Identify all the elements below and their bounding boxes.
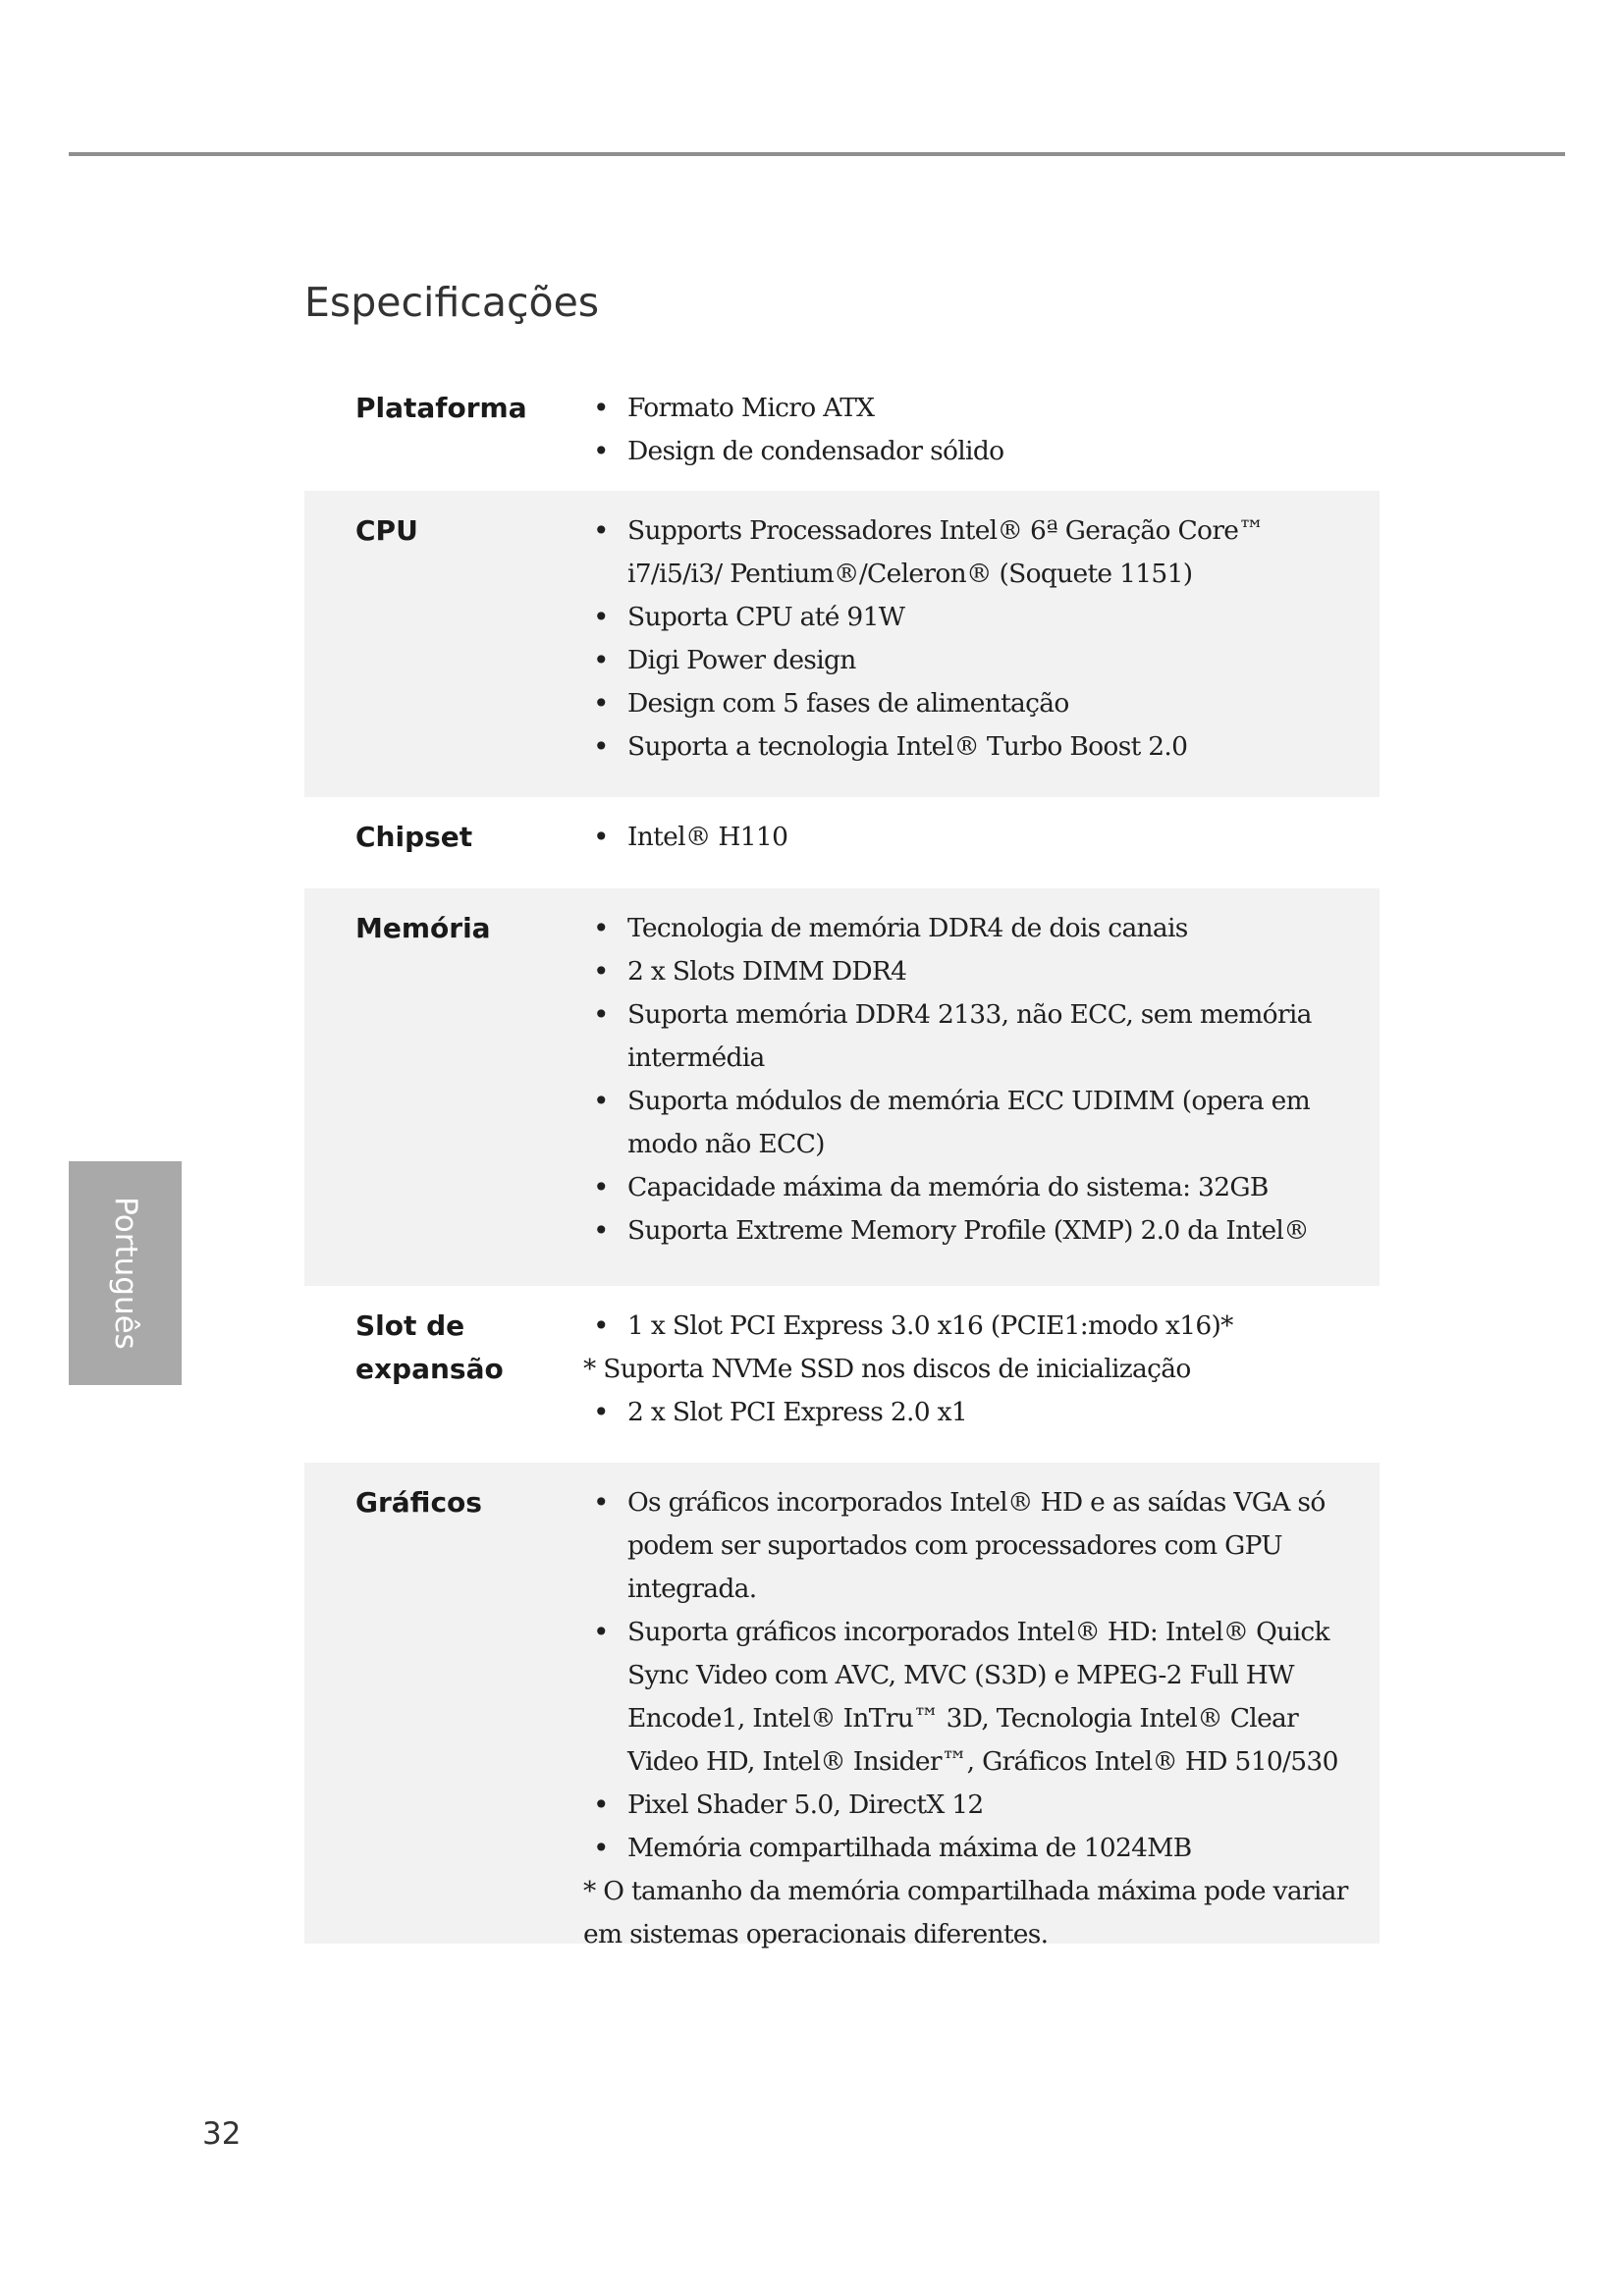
language-tab bbox=[69, 1161, 182, 1385]
spec-item: • Design com 5 fases de alimentação bbox=[583, 682, 1352, 725]
spec-list bbox=[583, 387, 1352, 473]
spec-item: • Suporta gráficos incorporados Intel® HD: Intel® Quick Sync Video com AVC, MVC (S3D) e MPEG-2 Full HW Encode1, Intel® InTru™ 3D, Tecnologia Intel® Clear Video HD, Intel® Insider™, Gráficos Intel® HD 510/530 bbox=[583, 1611, 1352, 1784]
spec-item: • Formato Micro ATX bbox=[583, 387, 1352, 430]
spec-list bbox=[583, 1391, 1352, 1434]
spec-note: * O tamanho da memória compartilhada máxima pode variar em sistemas operacionais diferentes. bbox=[583, 1876, 1348, 1949]
spec-label: Plataforma bbox=[355, 392, 527, 424]
spec-item: • Capacidade máxima da memória do sistema: 32GB bbox=[583, 1166, 1352, 1209]
spec-item: • Digi Power design bbox=[583, 639, 1352, 682]
spec-list bbox=[583, 907, 1352, 1253]
spec-table bbox=[304, 368, 1380, 1949]
spec-item: • Tecnologia de memória DDR4 de dois canais bbox=[583, 907, 1352, 950]
spec-label: CPU bbox=[355, 514, 418, 547]
page-title: Especificações bbox=[304, 279, 600, 326]
spec-item: • 2 x Slot PCI Express 2.0 x1 bbox=[583, 1391, 1352, 1434]
spec-row-slot-de-expansao bbox=[304, 1286, 1380, 1463]
spec-item: • Supports Processadores Intel® 6ª Geração Core™ i7/i5/i3/ Pentium®/Celeron® (Soquete 1151) bbox=[583, 509, 1352, 596]
spec-item: • Suporta CPU até 91W bbox=[583, 596, 1352, 639]
spec-item: • Os gráficos incorporados Intel® HD e as saídas VGA só podem ser suportados com processadores com GPU integrada. bbox=[583, 1481, 1352, 1611]
spec-item: • Design de condensador sólido bbox=[583, 430, 1352, 473]
spec-label: Memória bbox=[355, 912, 491, 944]
spec-item: • Suporta módulos de memória ECC UDIMM (opera em modo não ECC) bbox=[583, 1080, 1352, 1166]
spec-label: Gráficos bbox=[355, 1486, 482, 1519]
spec-item: • Pixel Shader 5.0, DirectX 12 bbox=[583, 1784, 1352, 1827]
spec-list bbox=[583, 1481, 1352, 1870]
spec-label: Chipset bbox=[355, 821, 473, 853]
top-divider bbox=[69, 152, 1565, 156]
spec-label-line: expansão bbox=[355, 1353, 504, 1385]
spec-label bbox=[304, 1305, 583, 1463]
spec-item: • Intel® H110 bbox=[583, 816, 1352, 859]
spec-row-memoria bbox=[304, 888, 1380, 1286]
spec-row-chipset bbox=[304, 797, 1380, 888]
spec-list bbox=[583, 816, 1352, 859]
spec-item: • 2 x Slots DIMM DDR4 bbox=[583, 950, 1352, 993]
spec-list bbox=[583, 509, 1352, 769]
spec-item: • Suporta memória DDR4 2133, não ECC, sem memória intermédia bbox=[583, 993, 1352, 1080]
spec-row-graficos bbox=[304, 1463, 1380, 1949]
language-tab-label: Português bbox=[107, 1197, 143, 1350]
spec-list bbox=[583, 1305, 1352, 1348]
spec-note: * Suporta NVMe SSD nos discos de inicialização bbox=[583, 1354, 1191, 1384]
spec-row-plataforma bbox=[304, 368, 1380, 491]
spec-item: • 1 x Slot PCI Express 3.0 x16 (PCIE1:modo x16)* bbox=[583, 1305, 1352, 1348]
spec-item: • Suporta a tecnologia Intel® Turbo Boost 2.0 bbox=[583, 725, 1352, 769]
spec-item: • Suporta Extreme Memory Profile (XMP) 2.0 da Intel® bbox=[583, 1209, 1352, 1253]
spec-label-line: Slot de bbox=[355, 1309, 465, 1342]
spec-row-cpu bbox=[304, 491, 1380, 797]
page-number: 32 bbox=[202, 2116, 242, 2152]
spec-item: • Memória compartilhada máxima de 1024MB bbox=[583, 1827, 1352, 1870]
